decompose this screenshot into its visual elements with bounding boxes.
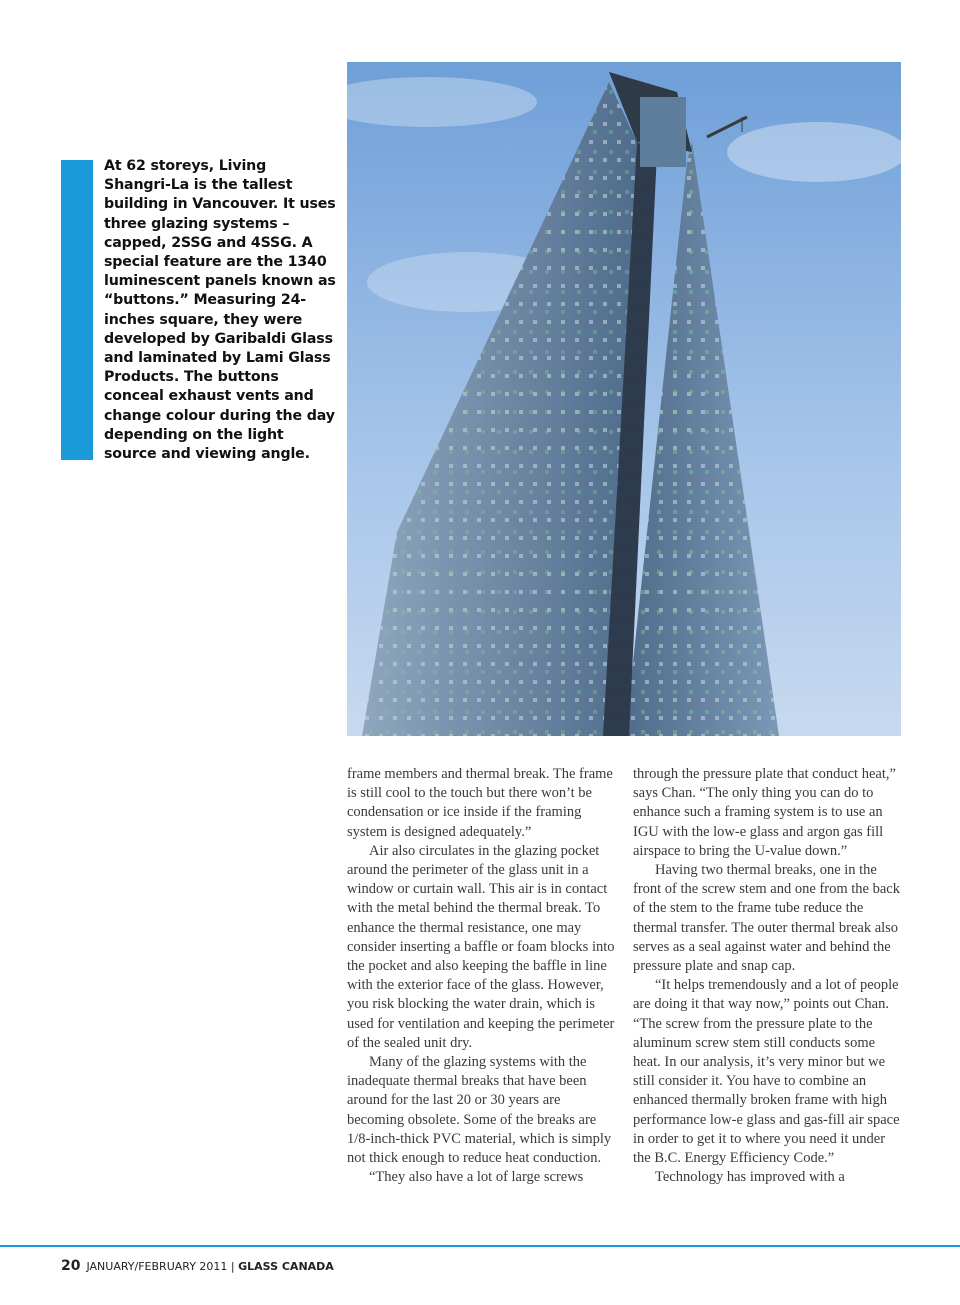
photo-caption: At 62 storeys, Living Shangri-La is the tallest building in Vancouver. It uses three glazing systems – capped, 2SSG and 4SSG. A special feature are the 1340 luminescent panels known as “buttons.” Measuring 24-inches square, they were developed by Garibaldi Glass and laminated by Lami Glass Products. The buttons conceal exhaust vents and change colour during the day depending on the light source and viewing angle.	[104, 158, 336, 463]
footer-rule	[0, 1245, 960, 1247]
paragraph: Many of the glazing systems with the inadequate thermal breaks that have been around for the last 20 or 30 years are becoming obsolete. Some of the breaks are 1/8-inch-thick PVC material, which is simply not thick enough to reduce heat conduction.	[347, 1054, 612, 1167]
issue-date: JANUARY/FEBRUARY 2011 |	[86, 1260, 239, 1273]
building-photo	[347, 62, 901, 736]
paragraph: “It helps tremendously and a lot of people are doing it that way now,” points out Chan. “The screw from the pressure plate to the aluminum screw stem still conducts some heat. In our analysis, it’s very minor but we still consider it. You have to combine an enhanced thermally broken frame with high performance low-e glass and gas-fill air space in order to get it to where you need it under the B.C. Energy Efficiency Code.”	[633, 977, 900, 1167]
article-column-1	[347, 765, 615, 1187]
paragraph: Having two thermal breaks, one in the front of the screw stem and one from the back of the stem to the frame tube reduce the thermal transfer. The outer thermal break also serves as a seal against water and behind the pressure plate and snap cap.	[633, 862, 900, 975]
caption-accent-bar	[61, 160, 93, 460]
magazine-name: GLASS CANADA	[238, 1260, 334, 1273]
article-column-2	[633, 765, 901, 1187]
paragraph: “They also have a lot of large screws	[369, 1169, 584, 1186]
paragraph: Air also circulates in the glazing pocket around the perimeter of the glass unit in a window or curtain wall. This air is in contact with the metal behind the thermal break. To enhance the thermal resistance, one may consider inserting a baffle or foam blocks into the pocket and also keeping the baffle in line with the exterior face of the glass. However, you risk blocking the water drain, which is used for ventilation and keeping the perimeter of the sealed unit dry.	[347, 842, 615, 1051]
page-footer	[61, 1258, 334, 1274]
page-number: 20	[61, 1258, 81, 1274]
paragraph: through the pressure plate that conduct heat,” says Chan. “The only thing you can do to enhance such a framing system is to use an IGU with the low-e glass and argon gas fill airspace to bring the U-value down.”	[633, 766, 896, 859]
paragraph: frame members and thermal break. The frame is still cool to the touch but there won’t be condensation or ice inside if the framing system is designed adequately.”	[347, 766, 613, 840]
paragraph: Technology has improved with a	[655, 1169, 845, 1186]
